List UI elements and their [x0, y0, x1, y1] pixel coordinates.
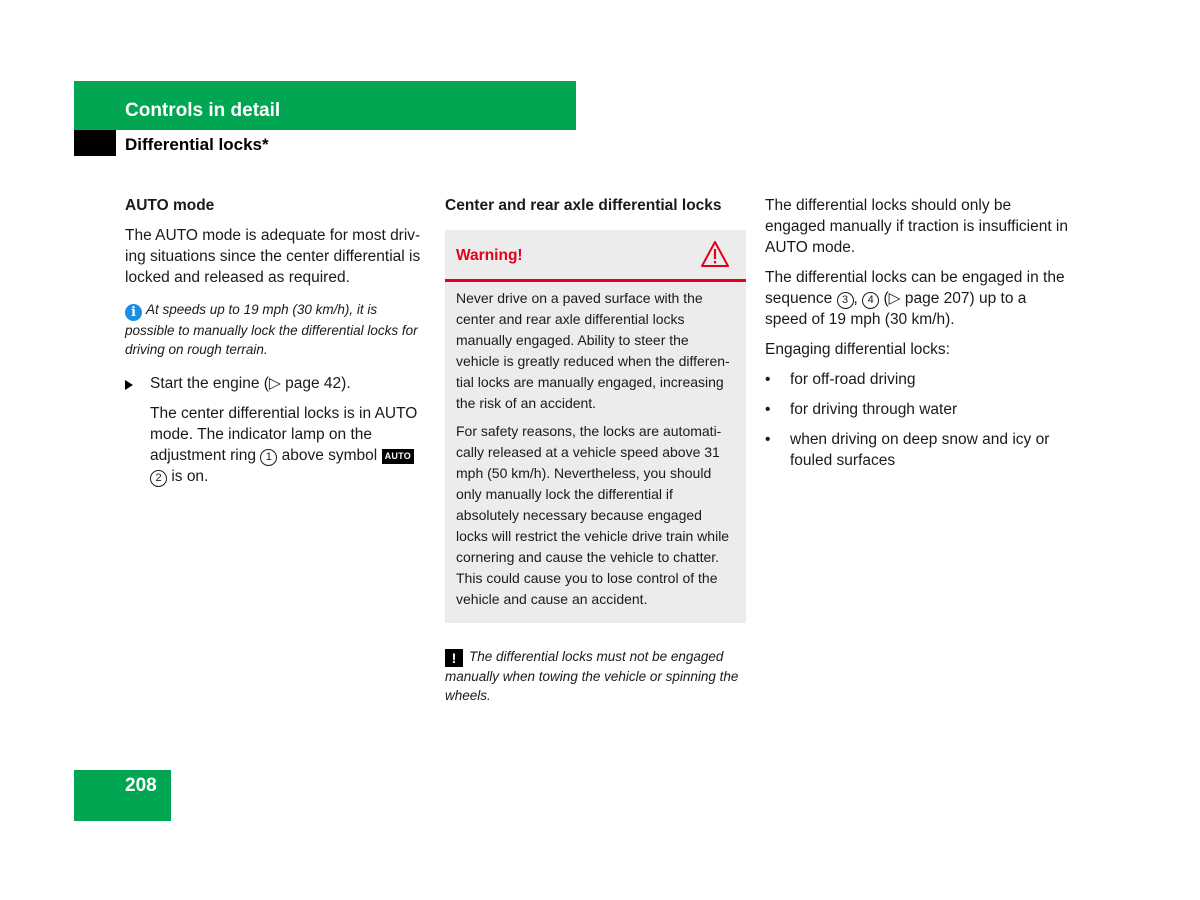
warning-paragraph-2: For safety reasons, the locks are automati-cally released at a vehicle speed above 31 mph (50 km/h). Nevertheless, you should only manually lock the differential if absolutely necessary because engaged locks will restrict the vehicle drive train while cornering and cause the vehicle to chatter. This could cause you to lose control of the vehicle and cause an accident.: [456, 423, 730, 607]
info-icon: i: [125, 304, 142, 321]
column-left: [125, 195, 430, 496]
exclamation-icon: !: [445, 649, 463, 667]
caution-note: [445, 647, 746, 705]
warning-header: [445, 230, 746, 282]
callout-1: 1: [260, 449, 277, 466]
arrow-right-icon: [125, 380, 133, 390]
warning-triangle-icon: [700, 240, 730, 268]
warning-paragraph-1: Never drive on a paved surface with the center and rear axle differential locks manually engaged. Ability to steer the vehicle is greatly reduced when the differen-tial locks are manually engaged, increasing the risk of an accident.: [456, 290, 730, 411]
subsection-marker: [74, 130, 116, 156]
warning-box: [445, 230, 746, 623]
engage-conditions-list: [765, 369, 1070, 471]
step-detail-text-b: above symbol: [281, 447, 378, 464]
info-note: [125, 300, 430, 359]
manual-engage-paragraph: The differential locks should only be engaged manually if traction is insufficient in AUTO mode.: [765, 197, 1068, 256]
list-item: • when driving on deep snow and icy or fouled surfaces: [765, 429, 1070, 471]
auto-mode-heading: AUTO mode: [125, 197, 215, 214]
warning-title: Warning!: [456, 247, 523, 264]
list-item: • for off-road driving: [765, 369, 1070, 390]
warning-body: [445, 282, 746, 610]
step-text: Start the engine (▷ page 42).: [150, 375, 351, 392]
step-detail-text-c: is on.: [171, 468, 209, 485]
list-item: • for driving through water: [765, 399, 1070, 420]
engaging-heading: Engaging differential locks:: [765, 341, 950, 358]
sequence-text-b: (▷ page 207) up to a speed of 19 mph (30 km/h).: [765, 290, 1027, 328]
diff-locks-heading: Center and rear axle differential locks: [445, 197, 722, 214]
subsection-title: Differential locks*: [125, 135, 269, 154]
callout-2: 2: [150, 470, 167, 487]
sequence-text-a: The differential locks can be engaged in the sequence: [765, 269, 1065, 307]
column-right: [765, 195, 1070, 480]
step-detail-text-a: The center differential locks is in AUTO mode. The indicator lamp on the adjustment ring: [150, 405, 418, 464]
callout-4: 4: [862, 292, 879, 309]
page-number: 208: [125, 775, 157, 796]
sequence-paragraph: The differential locks can be engaged in the sequence 3 , 4 (▷ page 207) up to a speed of 19 mph (30 km/h).: [765, 269, 1065, 328]
step-detail: [125, 403, 430, 487]
column-middle: [445, 195, 746, 705]
section-title: Controls in detail: [125, 100, 281, 121]
caution-note-text: The differential locks must not be engaged manually when towing the vehicle or spinning the wheels.: [445, 649, 739, 703]
auto-mode-paragraph: The AUTO mode is adequate for most driv-ing situations since the center differential is locked and released as required.: [125, 227, 421, 286]
callout-3: 3: [837, 292, 854, 309]
instruction-step: [125, 373, 430, 394]
auto-symbol-icon: AUTO: [382, 449, 415, 464]
info-note-text: At speeds up to 19 mph (30 km/h), it is possible to manually lock the differential locks for driving on rough terrain.: [125, 302, 418, 357]
